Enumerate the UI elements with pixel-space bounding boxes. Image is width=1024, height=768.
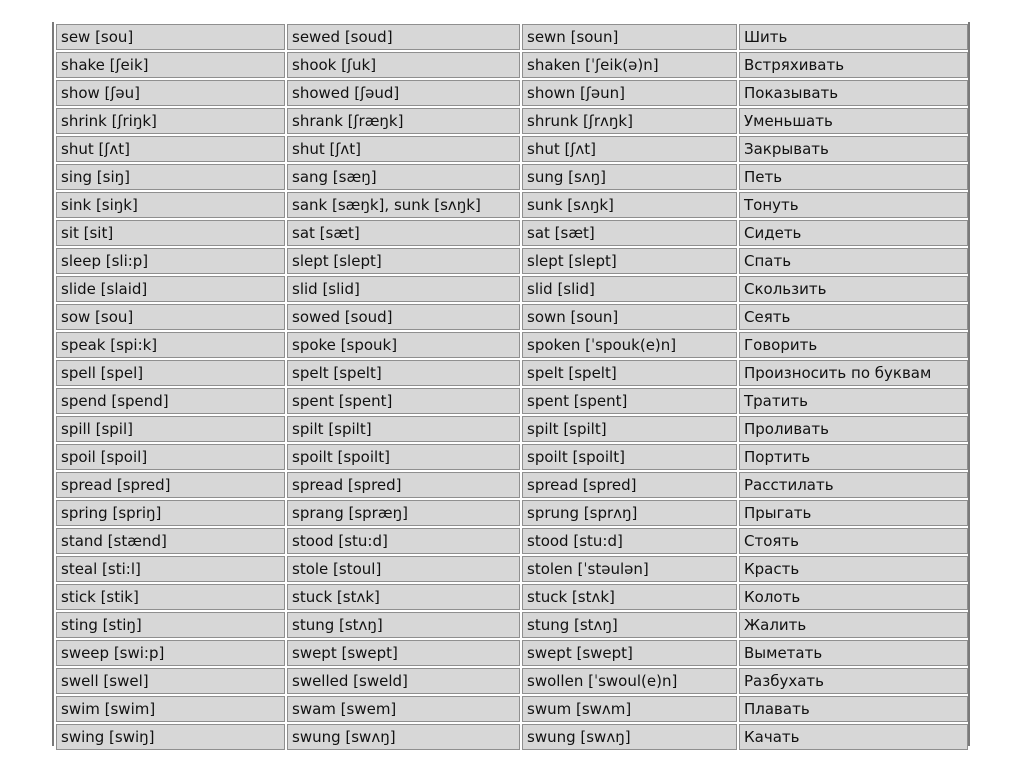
past-participle-cell: stuck [stʌk] <box>522 584 737 610</box>
past-participle-cell: swollen [ˈswoul(e)n] <box>522 668 737 694</box>
infinitive-cell: shrink [ʃriŋk] <box>56 108 285 134</box>
past-simple-cell: spoilt [spoilt] <box>287 444 520 470</box>
translation-cell: Сеять <box>739 304 968 330</box>
infinitive-cell: swing [swiŋ] <box>56 724 285 750</box>
past-participle-cell: shrunk [ʃrʌŋk] <box>522 108 737 134</box>
past-simple-cell: sat [sæt] <box>287 220 520 246</box>
infinitive-cell: sink [siŋk] <box>56 192 285 218</box>
translation-cell: Закрывать <box>739 136 968 162</box>
table-row <box>56 136 968 162</box>
past-participle-cell: spoken [ˈspouk(e)n] <box>522 332 737 358</box>
past-participle-cell: stung [stʌŋ] <box>522 612 737 638</box>
translation-cell: Плавать <box>739 696 968 722</box>
translation-cell: Говорить <box>739 332 968 358</box>
past-simple-cell: sang [sæŋ] <box>287 164 520 190</box>
past-simple-cell: spent [spent] <box>287 388 520 414</box>
past-participle-cell: spent [spent] <box>522 388 737 414</box>
past-simple-cell: spilt [spilt] <box>287 416 520 442</box>
past-simple-cell: shook [ʃuk] <box>287 52 520 78</box>
infinitive-cell: slide [slaid] <box>56 276 285 302</box>
past-simple-cell: shut [ʃʌt] <box>287 136 520 162</box>
past-participle-cell: sat [sæt] <box>522 220 737 246</box>
table-row <box>56 80 968 106</box>
table-row <box>56 724 968 750</box>
past-participle-cell: sown [soun] <box>522 304 737 330</box>
table-row <box>56 52 968 78</box>
table-row <box>56 528 968 554</box>
past-participle-cell: swung [swʌŋ] <box>522 724 737 750</box>
infinitive-cell: swell [swel] <box>56 668 285 694</box>
infinitive-cell: spill [spil] <box>56 416 285 442</box>
infinitive-cell: shut [ʃʌt] <box>56 136 285 162</box>
table-row <box>56 696 968 722</box>
past-simple-cell: spelt [spelt] <box>287 360 520 386</box>
infinitive-cell: speak [spi:k] <box>56 332 285 358</box>
past-participle-cell: slept [slept] <box>522 248 737 274</box>
translation-cell: Петь <box>739 164 968 190</box>
infinitive-cell: spread [spred] <box>56 472 285 498</box>
translation-cell: Красть <box>739 556 968 582</box>
past-simple-cell: stood [stu:d] <box>287 528 520 554</box>
table-row <box>56 472 968 498</box>
past-participle-cell: swept [swept] <box>522 640 737 666</box>
infinitive-cell: sing [siŋ] <box>56 164 285 190</box>
past-participle-cell: spilt [spilt] <box>522 416 737 442</box>
infinitive-cell: swim [swim] <box>56 696 285 722</box>
past-simple-cell: spoke [spouk] <box>287 332 520 358</box>
translation-cell: Портить <box>739 444 968 470</box>
translation-cell: Качать <box>739 724 968 750</box>
past-simple-cell: sprang [spræŋ] <box>287 500 520 526</box>
infinitive-cell: sting [stiŋ] <box>56 612 285 638</box>
translation-cell: Расстилать <box>739 472 968 498</box>
infinitive-cell: spring [spriŋ] <box>56 500 285 526</box>
infinitive-cell: sow [sou] <box>56 304 285 330</box>
infinitive-cell: stick [stik] <box>56 584 285 610</box>
table-row <box>56 640 968 666</box>
past-simple-cell: spread [spred] <box>287 472 520 498</box>
translation-cell: Тратить <box>739 388 968 414</box>
infinitive-cell: sleep [sli:p] <box>56 248 285 274</box>
past-participle-cell: spelt [spelt] <box>522 360 737 386</box>
past-simple-cell: stuck [stʌk] <box>287 584 520 610</box>
past-participle-cell: stood [stu:d] <box>522 528 737 554</box>
past-participle-cell: spoilt [spoilt] <box>522 444 737 470</box>
past-simple-cell: showed [ʃəud] <box>287 80 520 106</box>
past-participle-cell: swum [swʌm] <box>522 696 737 722</box>
infinitive-cell: spell [spel] <box>56 360 285 386</box>
table-row <box>56 164 968 190</box>
infinitive-cell: sew [sou] <box>56 24 285 50</box>
translation-cell: Жалить <box>739 612 968 638</box>
table-row <box>56 304 968 330</box>
translation-cell: Спать <box>739 248 968 274</box>
infinitive-cell: spoil [spoil] <box>56 444 285 470</box>
translation-cell: Проливать <box>739 416 968 442</box>
past-participle-cell: slid [slid] <box>522 276 737 302</box>
past-participle-cell: sprung [sprʌŋ] <box>522 500 737 526</box>
past-participle-cell: sunk [sʌŋk] <box>522 192 737 218</box>
table-row <box>56 668 968 694</box>
past-simple-cell: stole [stoul] <box>287 556 520 582</box>
past-simple-cell: slept [slept] <box>287 248 520 274</box>
infinitive-cell: spend [spend] <box>56 388 285 414</box>
table-row <box>56 584 968 610</box>
translation-cell: Показывать <box>739 80 968 106</box>
table-row <box>56 248 968 274</box>
translation-cell: Разбухать <box>739 668 968 694</box>
past-simple-cell: stung [stʌŋ] <box>287 612 520 638</box>
table-row <box>56 192 968 218</box>
infinitive-cell: steal [sti:l] <box>56 556 285 582</box>
past-simple-cell: shrank [ʃræŋk] <box>287 108 520 134</box>
table-row <box>56 24 968 50</box>
past-simple-cell: sank [sæŋk], sunk [sʌŋk] <box>287 192 520 218</box>
past-simple-cell: slid [slid] <box>287 276 520 302</box>
past-participle-cell: sewn [soun] <box>522 24 737 50</box>
table-row <box>56 444 968 470</box>
table-row <box>56 500 968 526</box>
past-participle-cell: stolen [ˈstəulən] <box>522 556 737 582</box>
translation-cell: Шить <box>739 24 968 50</box>
table-row <box>56 220 968 246</box>
table-row <box>56 108 968 134</box>
past-participle-cell: shown [ʃəun] <box>522 80 737 106</box>
translation-cell: Колоть <box>739 584 968 610</box>
table-row <box>56 556 968 582</box>
table-row <box>56 612 968 638</box>
translation-cell: Стоять <box>739 528 968 554</box>
past-participle-cell: spread [spred] <box>522 472 737 498</box>
past-simple-cell: swung [swʌŋ] <box>287 724 520 750</box>
infinitive-cell: show [ʃəu] <box>56 80 285 106</box>
irregular-verbs-table <box>54 22 970 752</box>
table-row <box>56 332 968 358</box>
translation-cell: Встряхивать <box>739 52 968 78</box>
infinitive-cell: sweep [swi:p] <box>56 640 285 666</box>
past-simple-cell: sewed [soud] <box>287 24 520 50</box>
table-row <box>56 388 968 414</box>
table-row <box>56 276 968 302</box>
translation-cell: Выметать <box>739 640 968 666</box>
past-simple-cell: swept [swept] <box>287 640 520 666</box>
infinitive-cell: shake [ʃeik] <box>56 52 285 78</box>
past-simple-cell: swam [swem] <box>287 696 520 722</box>
past-participle-cell: shut [ʃʌt] <box>522 136 737 162</box>
table-row <box>56 416 968 442</box>
irregular-verbs-table-frame <box>52 22 970 746</box>
translation-cell: Прыгать <box>739 500 968 526</box>
past-participle-cell: sung [sʌŋ] <box>522 164 737 190</box>
infinitive-cell: sit [sit] <box>56 220 285 246</box>
translation-cell: Уменьшать <box>739 108 968 134</box>
table-body <box>56 24 968 750</box>
translation-cell: Тонуть <box>739 192 968 218</box>
past-simple-cell: sowed [soud] <box>287 304 520 330</box>
translation-cell: Произносить по буквам <box>739 360 968 386</box>
past-simple-cell: swelled [sweld] <box>287 668 520 694</box>
table-row <box>56 360 968 386</box>
translation-cell: Сидеть <box>739 220 968 246</box>
past-participle-cell: shaken [ˈʃeik(ə)n] <box>522 52 737 78</box>
translation-cell: Скользить <box>739 276 968 302</box>
infinitive-cell: stand [stænd] <box>56 528 285 554</box>
